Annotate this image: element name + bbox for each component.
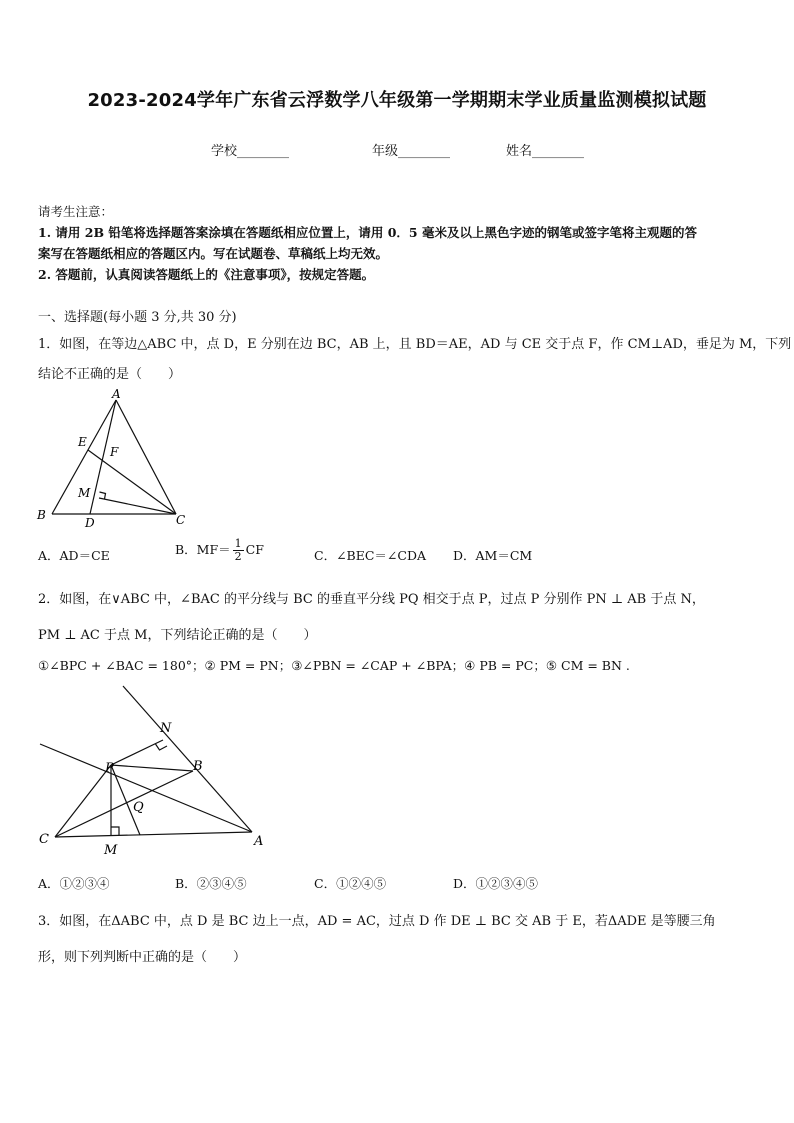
q3-stem-line-2: 形，则下列判断中正确的是（ ） (38, 950, 247, 965)
q2-segment-pc (55, 765, 111, 837)
q1-label-f: F (110, 445, 119, 459)
q2-option-d[interactable]: D．①②③④⑤ (453, 876, 539, 891)
name-field: 姓名________ (506, 144, 585, 159)
section-heading: 一、选择题(每小题 3 分,共 30 分) (38, 310, 237, 325)
q1-fraction-denominator: 2 (234, 550, 242, 563)
q2-segment-pb (111, 765, 193, 771)
q3-stem-line-1: 3．如图，在ΔABC 中，点 D 是 BC 边上一点，AD = AC，过点 D 作 DE ⊥ BC 交 AB 于 E，若ΔADE 是等腰三角 (38, 914, 716, 929)
q1-figure (30, 388, 200, 533)
q2-side-ca (55, 832, 252, 837)
school-field: 学校________ (211, 144, 290, 159)
q2-label-m: M (104, 843, 118, 858)
q1-label-e: E (78, 435, 87, 449)
notice-heading: 请考生注意： (38, 204, 114, 219)
q1-option-a[interactable]: A．AD＝CE (38, 548, 110, 563)
q1-label-d: D (85, 516, 95, 530)
q1-label-a: A (112, 388, 121, 401)
q1-option-b-fraction (233, 538, 244, 563)
q2-right-angle-n (156, 744, 168, 750)
q2-label-p: P (105, 761, 114, 776)
q1-label-m: M (78, 486, 91, 500)
notice-item-2: 2. 答题前，认真阅读答题纸上的《注意事项》，按规定答题。 (38, 267, 375, 282)
q2-segment-pn (111, 740, 163, 765)
q1-fraction-numerator: 1 (234, 537, 242, 550)
q2-label-q: Q (133, 800, 144, 815)
q1-label-c: C (176, 513, 186, 527)
q2-label-c: C (39, 832, 49, 847)
grade-field: 年级________ (372, 144, 451, 159)
page-title: 2023-2024学年广东省云浮数学八年级第一学期期末学业质量监测模拟试题 (87, 90, 707, 111)
q1-label-b: B (37, 508, 46, 522)
q2-label-a: A (254, 834, 264, 849)
q1-option-c[interactable]: C．∠BEC＝∠CDA (314, 548, 426, 563)
notice-item-1-line-1: 1. 请用 2B 铅笔将选择题答案涂填在答题纸相应位置上，请用 0．5 毫米及以上黑色字迹的钢笔或签字笔将主观题的答 (38, 225, 697, 240)
q2-stem-line-1: 2．如图，在∨ABC 中，∠BAC 的平分线与 BC 的垂直平分线 PQ 相交于点 P，过点 P 分别作 PN ⊥ AB 于点 N， (38, 592, 705, 607)
q2-option-a[interactable]: A．①②③④ (38, 876, 110, 891)
q2-option-b[interactable]: B．②③④⑤ (175, 876, 247, 891)
q2-option-c[interactable]: C．①②④⑤ (314, 876, 387, 891)
q1-option-b[interactable] (175, 538, 264, 563)
q2-stem-line-2: PM ⊥ AC 于点 M，下列结论正确的是（ ） (38, 628, 317, 643)
q2-label-b: B (193, 759, 203, 774)
q1-stem-line-2: 结论不正确的是（ ） (38, 367, 182, 382)
notice-item-1-line-2: 案写在答题纸相应的答题区内。写在试题卷、草稿纸上均无效。 (38, 246, 389, 261)
q2-side-cb (55, 771, 193, 837)
q1-option-d[interactable]: D．AM＝CM (453, 548, 533, 563)
q1-option-b-prefix: B．MF＝ (175, 542, 231, 557)
q2-line-ap (40, 744, 252, 832)
q2-label-n: N (160, 721, 172, 736)
q1-option-b-suffix: CF (245, 542, 264, 557)
q2-figure (30, 684, 280, 859)
q2-right-angle-m (111, 827, 119, 835)
q1-stem-line-1: 1．如图，在等边△ABC 中，点 D，E 分别在边 BC，AB 上，且 BD＝AE，AD 与 CE 交于点 F，作 CM⊥AD，垂足为 M，下列 (38, 337, 792, 352)
q1-side-ac (116, 400, 176, 514)
q2-statements: ①∠BPC + ∠BAC = 180°；② PM = PN；③∠PBN = ∠CAP + ∠BPA；④ PB = PC；⑤ CM = BN . (38, 658, 630, 673)
